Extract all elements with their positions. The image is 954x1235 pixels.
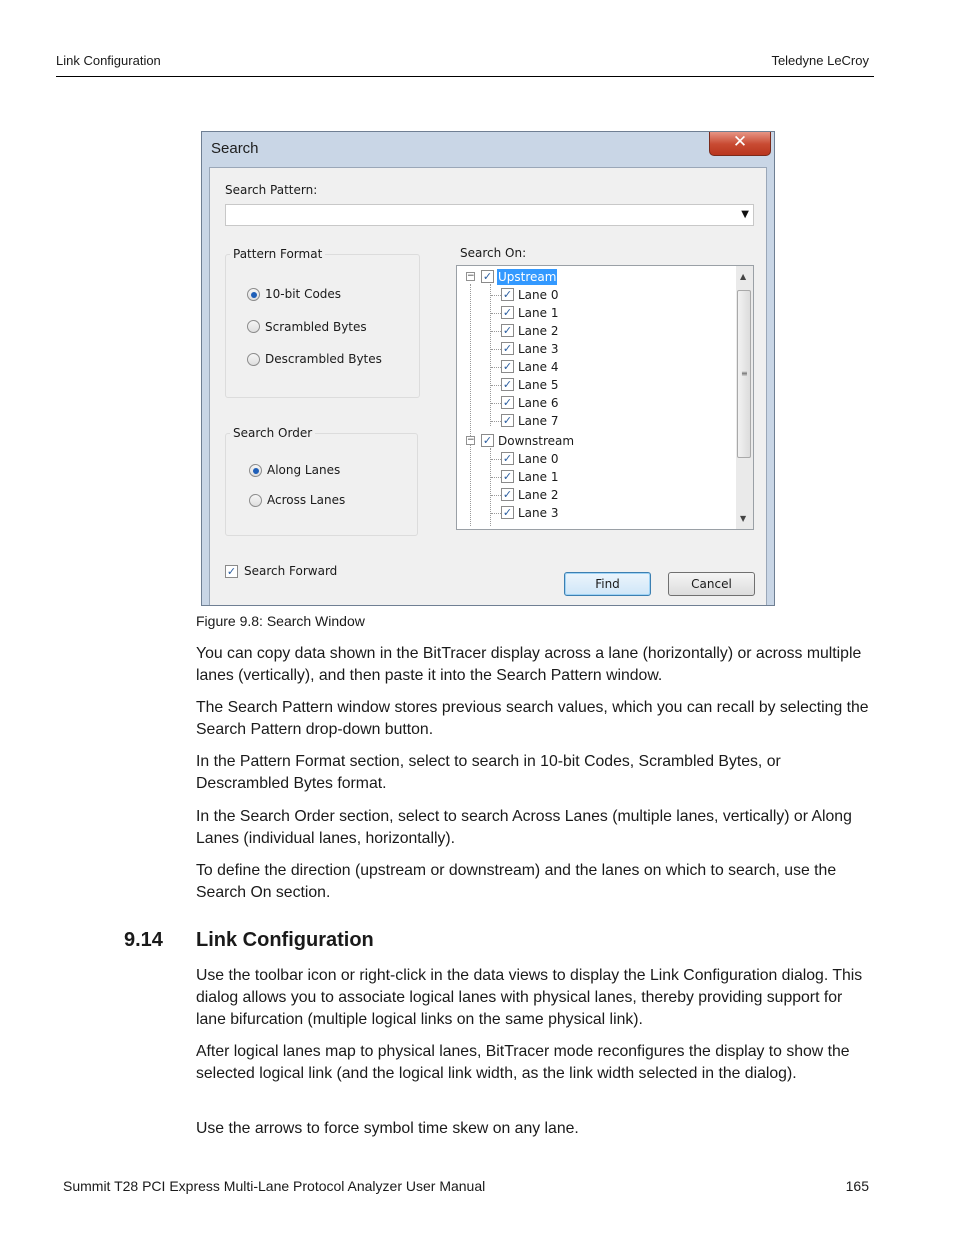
tree-node-downstream-lane-0[interactable] [501, 450, 559, 468]
search-on-label: Search On: [460, 246, 527, 260]
tree-node-upstream-label: Upstream [498, 269, 557, 284]
lane-label: Lane 3 [518, 341, 559, 356]
tree-node-downstream[interactable] [481, 432, 575, 450]
paragraph: To define the direction (upstream or downstream) and the lanes on which to search, use the Search On section. [196, 862, 837, 901]
paragraph: In the Search Order section, select to search Across Lanes (multiple lanes, vertically) or Along Lanes (individual lanes, horizontally). [196, 808, 852, 847]
tree-connector [491, 313, 501, 314]
tree-node-upstream-lane-6[interactable] [501, 394, 559, 412]
lane-label: Lane 2 [518, 487, 559, 502]
paragraph: Use the arrows to force symbol time skew on any lane. [196, 1120, 579, 1137]
collapse-upstream-icon[interactable]: − [467, 271, 475, 281]
search-order-group [225, 426, 418, 536]
tree-connector [491, 495, 501, 496]
option-along-lanes-label: Along Lanes [267, 463, 341, 477]
tree-connector [491, 403, 501, 404]
checkbox-lane[interactable]: ✓ [502, 506, 513, 519]
tree-node-downstream-lane-3[interactable] [501, 504, 559, 522]
scrollbar-thumb[interactable] [737, 290, 751, 458]
option-across-lanes-label: Across Lanes [267, 493, 346, 507]
checkbox-downstream[interactable]: ✓ [482, 434, 493, 447]
radio-across-lanes[interactable] [249, 494, 262, 507]
page-number: 165 [845, 1178, 869, 1194]
checkbox-lane[interactable]: ✓ [502, 342, 513, 355]
tree-node-upstream-lane-2[interactable] [501, 322, 559, 340]
close-button[interactable] [709, 131, 771, 156]
lane-label: Lane 4 [518, 359, 559, 374]
search-forward-label: Search Forward [244, 564, 338, 578]
tree-connector [491, 421, 501, 422]
checkbox-lane[interactable]: ✓ [502, 414, 513, 427]
option-descrambled-bytes-label: Descrambled Bytes [265, 352, 382, 366]
lane-label: Lane 0 [518, 451, 559, 466]
pattern-format-title: Pattern Format [230, 247, 325, 261]
lane-label: Lane 7 [518, 413, 559, 428]
grip-icon: ≡ [741, 369, 748, 378]
tree-node-upstream-lane-0[interactable] [501, 286, 559, 304]
paragraph: Use the toolbar icon or right-click in the data views to display the Link Configuration dialog. This dialog allows you to associate logical lanes with physical lanes, thereby providing support for lane bifurcation (multiple logical links on the same physical link). [196, 967, 863, 1028]
cancel-button[interactable]: Cancel [668, 572, 755, 596]
tree-connector [491, 477, 501, 478]
tree-node-upstream-lane-5[interactable] [501, 376, 559, 394]
option-scrambled-bytes-label: Scrambled Bytes [265, 320, 367, 334]
footer-manual-title: Summit T28 PCI Express Multi-Lane Protocol Analyzer User Manual [63, 1178, 486, 1194]
lane-label: Lane 0 [518, 287, 559, 302]
scroll-up-arrow-icon[interactable]: ▲ [740, 272, 747, 281]
search-pattern-combo[interactable] [225, 204, 754, 226]
lane-label: Lane 1 [518, 305, 559, 320]
lane-label: Lane 2 [518, 323, 559, 338]
checkbox-lane[interactable]: ✓ [502, 488, 513, 501]
header-company: Teledyne LeCroy [771, 53, 869, 68]
tree-node-upstream-lane-7[interactable] [501, 412, 559, 430]
figure-caption: Figure 9.8: Search Window [196, 613, 365, 629]
search-order-title: Search Order [230, 426, 315, 440]
collapse-downstream-icon[interactable]: − [467, 435, 475, 445]
search-dialog [201, 131, 775, 606]
tree-guide [470, 284, 471, 526]
scroll-down-arrow-icon[interactable]: ▼ [740, 514, 747, 523]
checkbox-lane[interactable]: ✓ [502, 378, 513, 391]
dialog-body [209, 167, 767, 606]
close-icon: ✕ [732, 132, 748, 151]
tree-connector [491, 513, 501, 514]
tree-node-upstream-lane-4[interactable] [501, 358, 559, 376]
checkbox-lane[interactable]: ✓ [502, 396, 513, 409]
checkbox-lane[interactable]: ✓ [502, 306, 513, 319]
tree-node-downstream-lane-1[interactable] [501, 468, 559, 486]
tree-connector [491, 367, 501, 368]
checkbox-lane[interactable]: ✓ [502, 470, 513, 483]
checkbox-upstream[interactable]: ✓ [482, 270, 493, 283]
header-section-title: Link Configuration [56, 53, 161, 68]
dialog-title: Search [211, 140, 259, 157]
tree-guide [490, 284, 491, 426]
search-forward-checkbox[interactable]: ✓ [226, 565, 237, 578]
pattern-format-group [225, 247, 420, 398]
tree-scrollbar[interactable] [736, 266, 753, 529]
lane-label: Lane 1 [518, 469, 559, 484]
tree-connector [491, 349, 501, 350]
checkbox-lane[interactable]: ✓ [502, 288, 513, 301]
checkbox-lane[interactable]: ✓ [502, 452, 513, 465]
paragraph: After logical lanes map to physical lanes, BitTracer mode reconfigures the display to show the selected logical link (and the logical link width, as the link width selected in the dialog). [196, 1043, 850, 1082]
checkbox-lane[interactable]: ✓ [502, 360, 513, 373]
radio-along-lanes[interactable] [249, 464, 262, 477]
tree-node-upstream[interactable] [481, 268, 557, 286]
paragraph: In the Pattern Format section, select to search in 10-bit Codes, Scrambled Bytes, or Descrambled Bytes format. [196, 753, 781, 792]
tree-connector [491, 331, 501, 332]
option-10bit-codes-label: 10-bit Codes [265, 287, 342, 301]
section-number: 9.14 [124, 929, 163, 951]
tree-node-downstream-label: Downstream [498, 433, 575, 448]
lane-label: Lane 3 [518, 505, 559, 520]
tree-connector [491, 459, 501, 460]
search-pattern-label: Search Pattern: [225, 183, 318, 197]
tree-node-upstream-lane-1[interactable] [501, 304, 559, 322]
radio-10bit-codes[interactable] [247, 288, 260, 301]
lane-label: Lane 5 [518, 377, 559, 392]
lane-label: Lane 6 [518, 395, 559, 410]
radio-scrambled-bytes[interactable] [247, 320, 260, 333]
paragraph: You can copy data shown in the BitTracer display across a lane (horizontally) or across multiple lanes (vertically), and then paste it into the Search Pattern window. [196, 645, 862, 684]
tree-connector [491, 295, 501, 296]
search-on-tree[interactable] [456, 265, 754, 530]
header-rule [56, 76, 874, 77]
tree-node-downstream-lane-2[interactable] [501, 486, 559, 504]
tree-node-upstream-lane-3[interactable] [501, 340, 559, 358]
tree-connector [491, 385, 501, 386]
find-button[interactable]: Find [564, 572, 651, 596]
checkbox-lane[interactable]: ✓ [502, 324, 513, 337]
radio-descrambled-bytes[interactable] [247, 353, 260, 366]
dropdown-arrow-icon[interactable]: ▼ [741, 209, 749, 220]
paragraph: The Search Pattern window stores previous search values, which you can recall by selecting the Search Pattern drop-down button. [196, 699, 869, 738]
section-title: Link Configuration [196, 929, 374, 951]
